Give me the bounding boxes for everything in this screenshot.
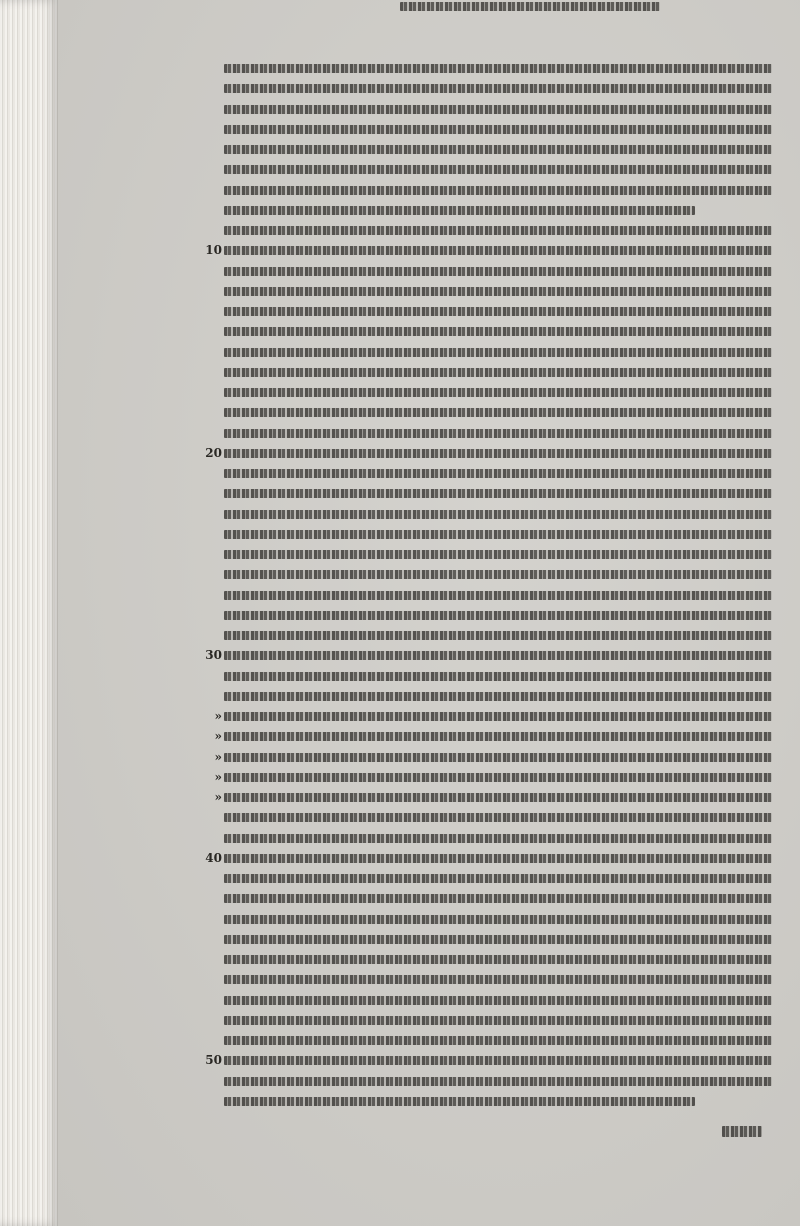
text-line xyxy=(224,386,772,399)
text-line xyxy=(224,811,772,824)
text-line xyxy=(224,285,772,298)
text-line-print xyxy=(224,125,772,134)
text-line-print xyxy=(224,145,772,154)
text-line-print xyxy=(224,793,772,802)
text-line-print xyxy=(224,813,772,822)
text-line-print xyxy=(224,327,772,336)
text-line-print xyxy=(224,1056,772,1065)
margin-quote-mark: » xyxy=(214,749,222,764)
text-line xyxy=(224,852,772,865)
text-line-print xyxy=(224,854,772,863)
text-line-print xyxy=(224,550,772,559)
text-line-print xyxy=(224,915,772,924)
text-line-print xyxy=(224,773,772,782)
text-line xyxy=(224,568,772,581)
text-line-print xyxy=(224,611,772,620)
text-line xyxy=(224,103,772,116)
margin-line-number: 20 xyxy=(205,445,222,460)
text-line xyxy=(224,1075,772,1088)
margin-quote-mark: » xyxy=(214,729,222,744)
text-line xyxy=(224,325,772,338)
text-line xyxy=(224,649,772,662)
text-line xyxy=(224,427,772,440)
text-line-print xyxy=(224,530,772,539)
running-head xyxy=(400,2,660,11)
text-line xyxy=(224,123,772,136)
margin-line-number: 40 xyxy=(205,850,222,865)
text-line xyxy=(224,589,772,602)
text-line-print xyxy=(224,651,772,660)
text-line-print xyxy=(224,570,772,579)
text-line xyxy=(224,973,772,986)
text-line xyxy=(224,629,772,642)
text-line-print xyxy=(224,206,695,215)
text-line xyxy=(224,62,772,75)
text-line xyxy=(224,771,772,784)
text-line xyxy=(224,163,772,176)
text-line xyxy=(224,1095,772,1108)
text-line-print xyxy=(224,874,772,883)
margin-line-number: 30 xyxy=(205,648,222,663)
text-line-print xyxy=(224,631,772,640)
text-line-print xyxy=(224,165,772,174)
text-line xyxy=(224,690,772,703)
text-line-print xyxy=(224,975,772,984)
text-line-print xyxy=(224,408,772,417)
text-line xyxy=(224,933,772,946)
text-line xyxy=(224,832,772,845)
text-line xyxy=(224,730,772,743)
text-line-print xyxy=(224,1016,772,1025)
text-line xyxy=(224,508,772,521)
text-line-print xyxy=(224,246,772,255)
text-line xyxy=(224,710,772,723)
text-line-print xyxy=(224,84,772,93)
margin-quote-mark: » xyxy=(214,769,222,784)
text-line-print xyxy=(224,287,772,296)
text-line-print xyxy=(224,348,772,357)
text-line-print xyxy=(224,186,772,195)
text-line xyxy=(224,224,772,237)
text-line xyxy=(224,305,772,318)
page-edge xyxy=(0,0,58,1226)
text-line-print xyxy=(224,105,772,114)
text-line-print xyxy=(224,307,772,316)
margin-quote-mark: » xyxy=(214,790,222,804)
text-line xyxy=(224,447,772,460)
text-line-print xyxy=(224,753,772,762)
text-line xyxy=(224,1034,772,1047)
text-line xyxy=(224,406,772,419)
text-line-print xyxy=(224,449,772,458)
text-line xyxy=(224,892,772,905)
text-line xyxy=(224,467,772,480)
text-line xyxy=(224,366,772,379)
text-line xyxy=(224,184,772,197)
text-line-print xyxy=(224,672,772,681)
text-line-print xyxy=(224,267,772,276)
text-line xyxy=(224,346,772,359)
text-line-print xyxy=(224,388,772,397)
margin-line-number: 10 xyxy=(205,243,222,258)
text-line-print xyxy=(224,489,772,498)
text-line xyxy=(224,265,772,278)
text-line-print xyxy=(224,591,772,600)
text-line xyxy=(224,548,772,561)
text-line-print xyxy=(224,510,772,519)
text-line xyxy=(224,244,772,257)
text-line xyxy=(224,670,772,683)
text-line xyxy=(224,487,772,500)
text-line-print xyxy=(224,64,772,73)
text-line-print xyxy=(224,1097,695,1106)
text-line-print xyxy=(224,429,772,438)
text-line xyxy=(224,751,772,764)
text-line xyxy=(224,953,772,966)
margin-line-number: 50 xyxy=(205,1053,222,1068)
text-line xyxy=(224,204,772,217)
text-line-print xyxy=(224,692,772,701)
text-line-print xyxy=(224,712,772,721)
text-line xyxy=(224,1014,772,1027)
text-line-print xyxy=(224,469,772,478)
text-line xyxy=(224,528,772,541)
text-line xyxy=(224,791,772,804)
text-line-print xyxy=(224,955,772,964)
text-line-print xyxy=(224,996,772,1005)
text-line-print xyxy=(224,226,772,235)
text-block xyxy=(224,62,772,1115)
text-line-print xyxy=(224,894,772,903)
text-line-print xyxy=(224,368,772,377)
text-line xyxy=(224,913,772,926)
text-line-print xyxy=(224,834,772,843)
catchword xyxy=(722,1126,762,1137)
text-line xyxy=(224,1054,772,1067)
text-line-print xyxy=(224,1036,772,1045)
text-line-print xyxy=(224,1077,772,1086)
text-line xyxy=(224,994,772,1007)
margin-quote-mark: » xyxy=(214,709,222,723)
text-line-print xyxy=(224,935,772,944)
text-line xyxy=(224,872,772,885)
text-line xyxy=(224,143,772,156)
text-line xyxy=(224,609,772,622)
text-line xyxy=(224,82,772,95)
text-line-print xyxy=(224,732,772,741)
